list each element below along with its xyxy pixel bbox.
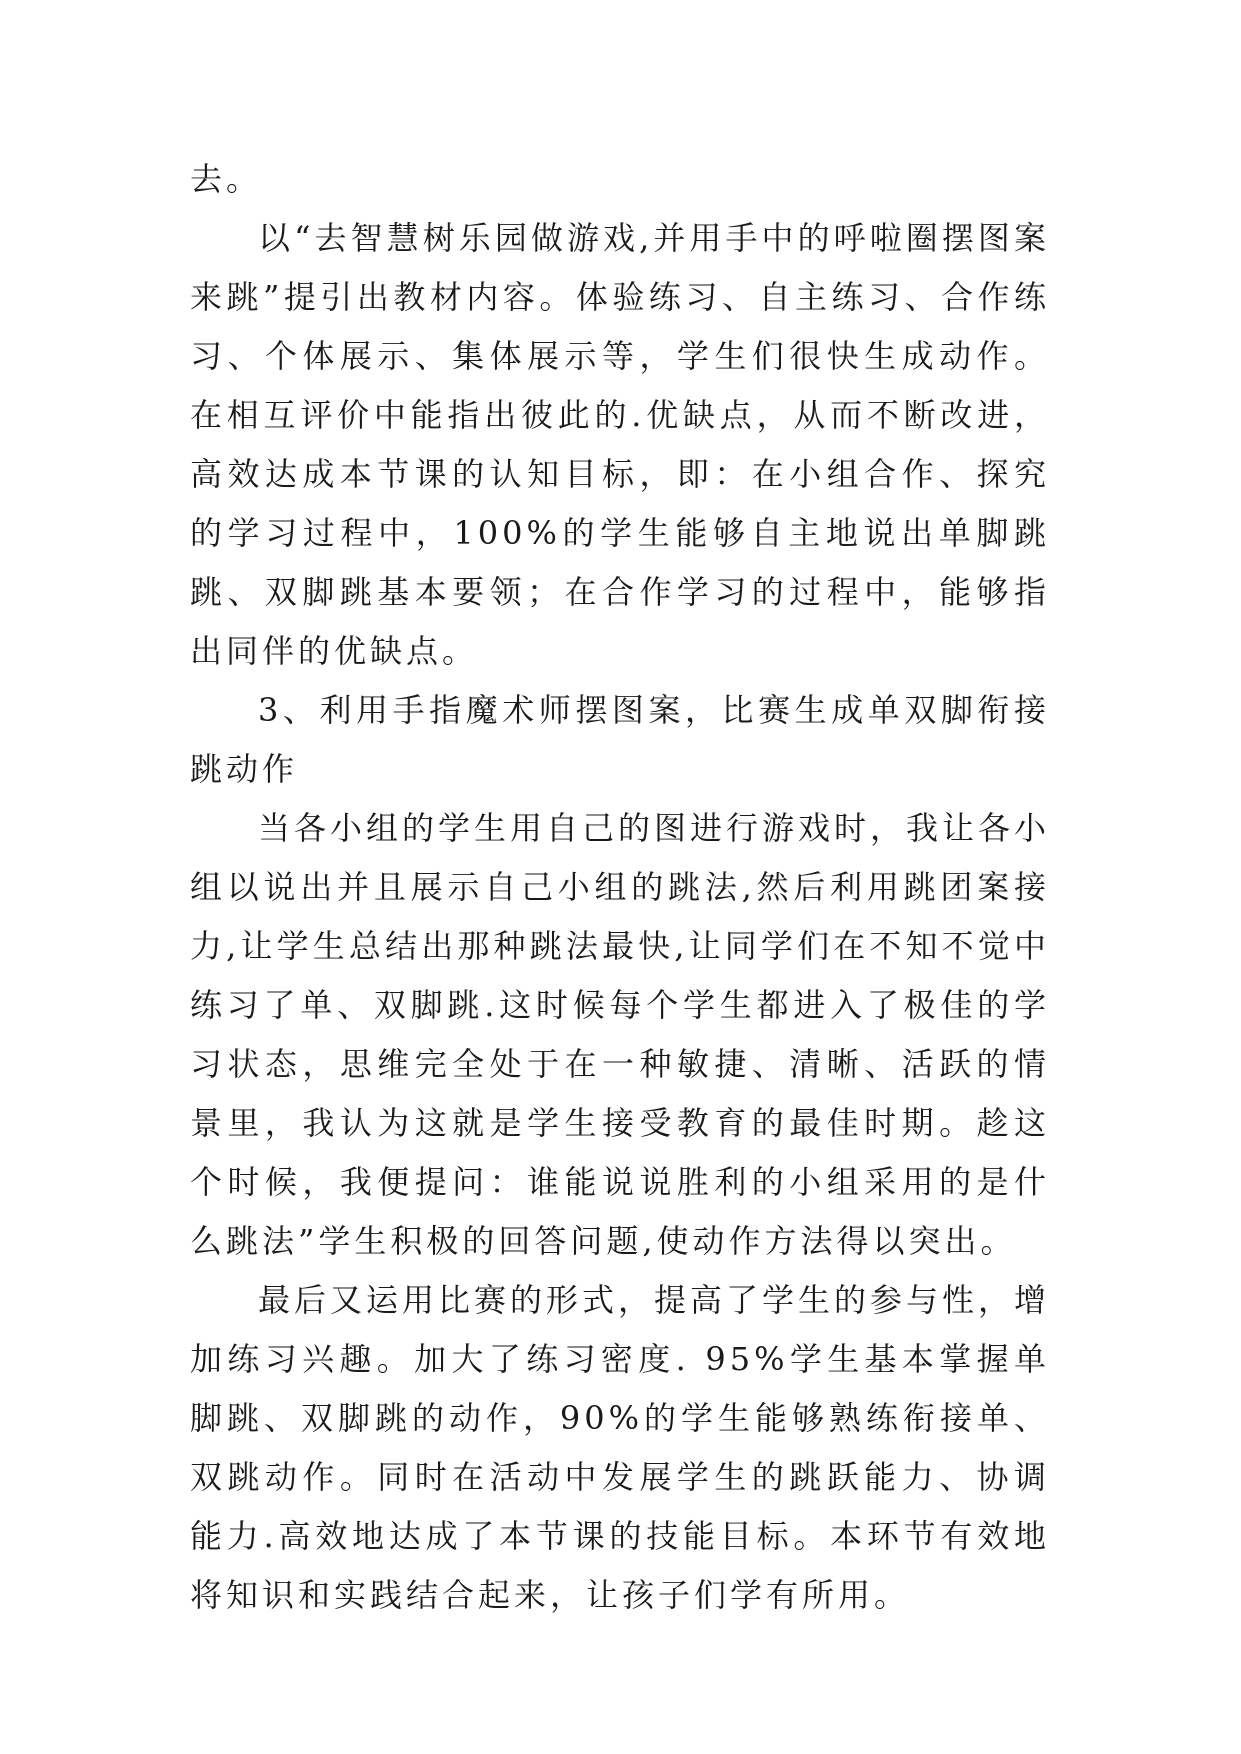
paragraph-game-intro: 以“去智慧树乐园做游戏,并用手中的呼啦圈摆图案来跳”提引出教材内容。体验练习、自主练习、合作练习、个体展示、集体展示等，学生们很快生成动作。在相互评价中能指出彼此的.优缺点，从而不断改进，高效达成本节课的认知目标，即：在小组合作、探究的学习过程中，100%的学生能够自主地说出单脚跳跳、双脚跳基本要领；在合作学习的过程中，能够指出同伴的优缺点。 [190,219,1050,670]
paragraph-continuation: 去。 [190,160,263,198]
section-heading-3: 3、利用手指魔术师摆图案，比赛生成单双脚衔接跳动作 [190,691,1050,788]
paragraph-competition: 最后又运用比赛的形式，提高了学生的参与性，增加练习兴趣。加大了练习密度. 95%学生基本掌握单脚跳、双脚跳的动作，90%的学生能够熟练衔接单、双跳动作。同时在活动中发展学生的跳跃能力、协调能力.高效地达成了本节课的技能目标。本环节有效地将知识和实践结合起来，让孩子们学有所用。 [190,1281,1051,1614]
document-body [190,150,1050,1625]
paragraph-group-game: 当各小组的学生用自己的图进行游戏时，我让各小组以说出并且展示自己小组的跳法,然后利用跳团案接力,让学生总结出那种跳法最快,让同学们在不知不觉中练习了单、双脚跳.这时候每个学生都进入了极佳的学习状态，思维完全处于在一种敏捷、清晰、活跃的情景里，我认为这就是学生接受教育的最佳时期。趁这个时候，我便提问：谁能说说胜利的小组采用的是什么跳法”学生积极的回答问题,使动作方法得以突出。 [190,809,1051,1260]
